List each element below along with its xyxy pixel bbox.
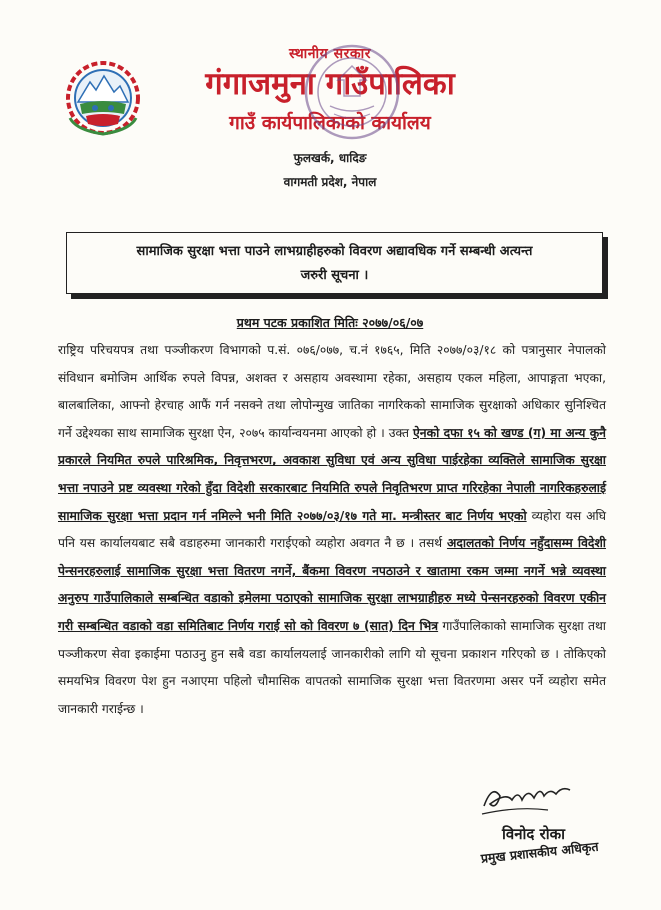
subject-line-1: सामाजिक सुरक्षा भत्ता पाउने लाभग्राहीहरुको विवरण अद्यावधिक गर्ने सम्बन्धी अत्यन्त: [136, 244, 533, 259]
body-highlight-2: अदालतको निर्णय नहुँदासम्म विदेशी पेन्सनरहरुलाई सामाजिक सुरक्षा भत्ता वितरण नगर्ने, बैंकमा विवरण नपठाउने र खातामा रकम जम्मा नगर्ने भन्ने व्यवस्था अनुरुप गाउँपालिकाले सम्बन्धित वडाको इमेलमा पठाएको सामाजिक सुरक्षा लाभग्राहीहरु मध्ये पेन्सनरहरुको विवरण एकीन गरी सम्बन्धित वडाको वडा समितिबाट निर्णय गराई सो को विवरण ७ (सात) दिन भित्र: [58, 536, 606, 633]
signature-scribble: [478, 776, 578, 820]
government-label: स्थानीय सरकार: [289, 46, 371, 62]
address-line-1: फुलखर्क, धादिङ: [293, 151, 367, 165]
municipality-name: गंगाजमुना गाउँपालिका: [205, 66, 455, 102]
body-text-part-3: गाउँपालिकाको सामाजिक सुरक्षा तथा पञ्जीकरण सेवा इकाईमा पठाउनु हुन सबै वडा कार्यालयलाई जानकारीको लागि यो सूचना प्रकाशन गरिएको छ । तोकिएको समयभित्र विवरण पेश हुन नआएमा पहिलो चौमासिक वापतको सामाजिक सुरक्षा भत्ता वितरणमा असर पर्ने व्यहोरा समेत जानकारी गराईन्छ ।: [58, 618, 606, 716]
official-stamp: [300, 40, 405, 145]
notice-body: [58, 337, 606, 723]
signatory-name: विनोद रोका: [502, 825, 566, 843]
signatory-title: प्रमुख प्रशासकीय अधिकृत: [480, 838, 600, 866]
body-highlight-1: ऐनको दफा १५ को खण्ड (ग) मा अन्य कुनै प्रकारले नियमित रुपले पारिश्रमिक, निवृत्तभरण, अवकाश सुविधा एवं अन्य सुविधा पाईरहेका व्यक्तिले सामाजिक सुरक्षा भत्ता नपाउने प्रष्ट व्यवस्था गरेको हुँदा विदेशी सरकारबाट नियमिति रुपले निवृतिभरण प्राप्त गरिरहेका नेपाली नागरिकहरुलाई सामाजिक सुरक्षा भत्ता प्रदान गर्न नमिल्ने भनी मिति २०७७/०३/१७ गते मा. मन्त्रीस्तर बाट निर्णय भएको: [58, 425, 606, 523]
body-text-part-1: राष्ट्रिय परिचयपत्र तथा पञ्जीकरण विभागको प.सं. ०७६/०७७, च.नं १७६५, मिति २०७७/०३/१८ को पत्रानुसार नेपालको संविधान बमोजिम आर्थिक रुपले विपन्न, अशक्त र असहाय अवस्थामा रहेका, असहाय एकल महिला, आपाङ्गता भएका, बालबालिका, आफ्नो हेरचाह आफैं गर्न नसक्ने तथा लोपोन्मुख जातिका नागरिकको सामाजिक सुरक्षाको अधिकार सुनिश्चित गर्ने उद्देश्यका साथ सामाजिक सुरक्षा ऐन, २०७५ कार्यान्वयनमा आएको हो । उक्त: [58, 343, 606, 440]
nepal-emblem-icon: [62, 58, 144, 136]
body-text-part-2: व्यहोरा यस अघि पनि यस कार्यालयबाट सबै वडाहरुमा जानकारी गराईएको व्यहोरा अवगत नै छ । तसर्थ: [58, 508, 606, 551]
notice-subject: [66, 232, 603, 294]
publication-date: प्रथम पटक प्रकाशित मितिः २०७७/०६/०७: [236, 315, 424, 330]
subject-line-2: जरुरी सूचना ।: [300, 268, 369, 283]
address-line-2: वागमती प्रदेश, नेपाल: [283, 175, 377, 189]
office-name: गाउँ कार्यपालिकाको कार्यालय: [229, 112, 431, 134]
